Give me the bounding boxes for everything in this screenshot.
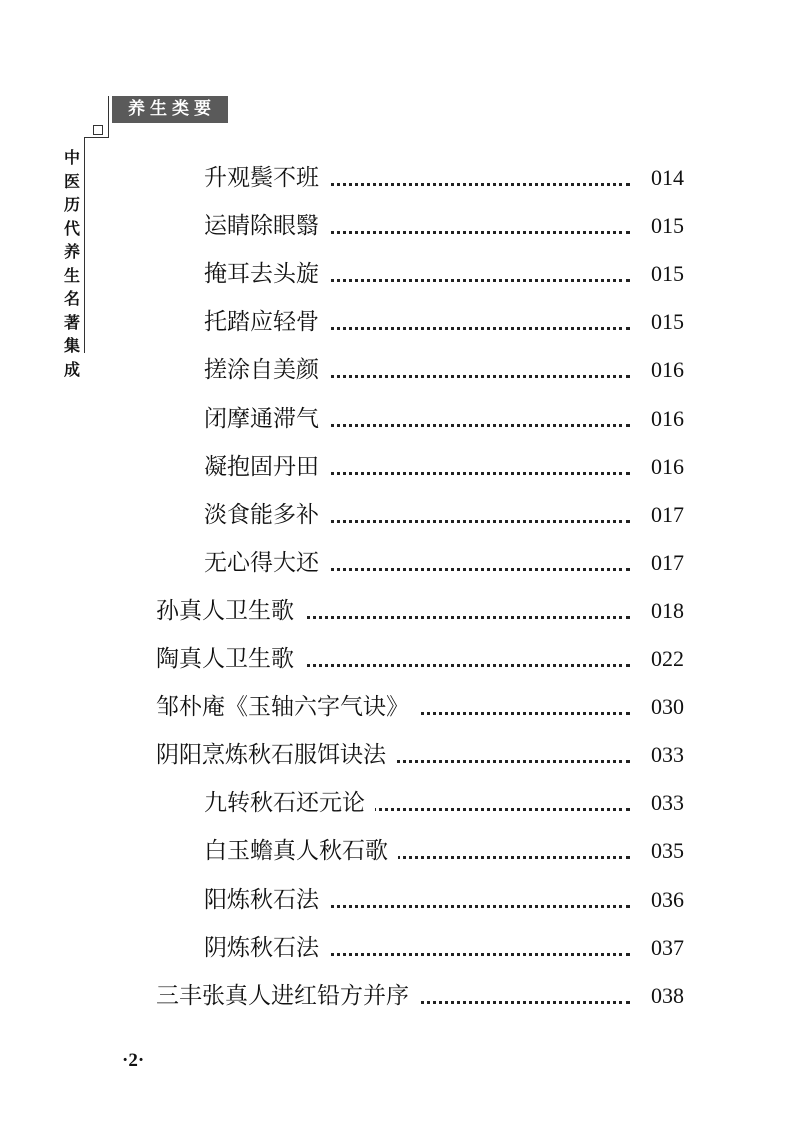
- toc-dot-leader: [300, 327, 630, 330]
- toc-entry-title: 阴阳烹炼秋石服饵诀法: [156, 735, 396, 775]
- side-book-title: 中医历代养生名著集成: [63, 148, 80, 379]
- toc-entry[interactable]: [0, 447, 800, 487]
- toc-entry-title: 无心得大还: [204, 543, 329, 583]
- toc-entry-title: 淡食能多补: [204, 495, 329, 535]
- toc-entry[interactable]: [0, 302, 800, 342]
- toc-dot-leader: [300, 568, 630, 571]
- toc-entry[interactable]: [0, 158, 800, 198]
- toc-entry[interactable]: [0, 928, 800, 968]
- toc-entry-title: 掩耳去头旋: [204, 254, 329, 294]
- toc-entry-title: 九转秋石还元论: [204, 783, 375, 823]
- toc-entry-page: 017: [634, 543, 684, 583]
- toc-entry[interactable]: [0, 350, 800, 390]
- toc-dot-leader: [300, 375, 630, 378]
- toc-entry[interactable]: [0, 543, 800, 583]
- toc-entry-title: 阳炼秋石法: [204, 880, 329, 920]
- toc-entry-title: 白玉蟾真人秋石歌: [204, 831, 398, 871]
- toc-dot-leader: [300, 231, 630, 234]
- toc-entry[interactable]: [0, 639, 800, 679]
- toc-entry-page: 016: [634, 350, 684, 390]
- toc-entry[interactable]: [0, 735, 800, 775]
- toc-entry-title: 三丰张真人进红铅方并序: [156, 976, 419, 1016]
- toc-dot-leader: [300, 953, 630, 956]
- toc-entry[interactable]: [0, 495, 800, 535]
- toc-entry-page: 014: [634, 158, 684, 198]
- toc-entry-title: 阴炼秋石法: [204, 928, 329, 968]
- toc-entry-page: 017: [634, 495, 684, 535]
- toc-entry[interactable]: [0, 254, 800, 294]
- decorative-square: [93, 125, 103, 135]
- toc-entry[interactable]: [0, 399, 800, 439]
- toc-dot-leader: [300, 664, 630, 667]
- toc-entry-title: 邹朴庵《玉轴六字气诀》: [156, 687, 419, 727]
- page-number: ·2·: [122, 1050, 145, 1071]
- toc-entry-title: 搓涂自美颜: [204, 350, 329, 390]
- toc-entry[interactable]: [0, 687, 800, 727]
- toc-entry-title: 运睛除眼翳: [204, 206, 329, 246]
- toc-entry[interactable]: [0, 591, 800, 631]
- frame-line: [84, 137, 109, 138]
- toc-entry-page: 016: [634, 399, 684, 439]
- toc-entry-title: 凝抱固丹田: [204, 447, 329, 487]
- toc-entry-page: 033: [634, 783, 684, 823]
- toc-entry[interactable]: [0, 976, 800, 1016]
- toc-dot-leader: [300, 520, 630, 523]
- toc-dot-leader: [300, 472, 630, 475]
- toc-entry-title: 孙真人卫生歌: [156, 591, 304, 631]
- toc-entry-title: 升观鬓不班: [204, 158, 329, 198]
- toc-dot-leader: [300, 424, 630, 427]
- toc-entry[interactable]: [0, 206, 800, 246]
- toc-dot-leader: [300, 905, 630, 908]
- toc-entry-page: 035: [634, 831, 684, 871]
- toc-entry-page: 036: [634, 880, 684, 920]
- toc-entry-page: 037: [634, 928, 684, 968]
- toc-entry-page: 016: [634, 447, 684, 487]
- toc-entry-page: 033: [634, 735, 684, 775]
- toc-entry-title: 陶真人卫生歌: [156, 639, 304, 679]
- toc-entry-page: 015: [634, 302, 684, 342]
- frame-line: [108, 96, 109, 138]
- toc-entry-title: 托踏应轻骨: [204, 302, 329, 342]
- series-label-badge: 养生类要: [112, 96, 228, 123]
- toc-entry-page: 038: [634, 976, 684, 1016]
- toc-entry-page: 030: [634, 687, 684, 727]
- toc-entry-page: 015: [634, 206, 684, 246]
- toc-dot-leader: [300, 616, 630, 619]
- toc-entry-page: 018: [634, 591, 684, 631]
- toc-entry-page: 022: [634, 639, 684, 679]
- toc-entry[interactable]: [0, 880, 800, 920]
- toc-entry-title: 闭摩通滞气: [204, 399, 329, 439]
- toc-dot-leader: [300, 279, 630, 282]
- toc-entry-page: 015: [634, 254, 684, 294]
- toc-dot-leader: [300, 183, 630, 186]
- toc-entry[interactable]: [0, 783, 800, 823]
- toc-entry[interactable]: [0, 831, 800, 871]
